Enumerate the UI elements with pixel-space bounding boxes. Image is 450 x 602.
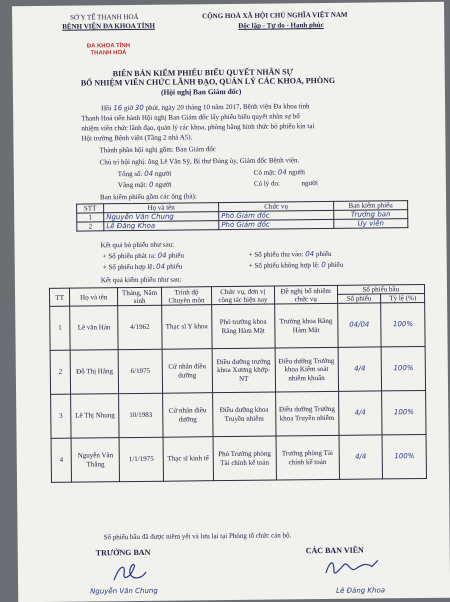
unit-people: người <box>155 180 172 189</box>
composition: Thành phần hội nghị gồm: Ban Giám đốc <box>99 145 217 155</box>
results-dob: 6/1975 <box>118 349 162 393</box>
attendance-present <box>254 168 305 177</box>
valid-value: 04 <box>156 262 166 271</box>
committee-position: Phó Giám đốc <box>219 210 334 220</box>
ballots-invalid <box>249 261 343 270</box>
footer-note: Số phiếu bầu đã được niêm yết và lưu lại tại Phòng tổ chức cán bộ. <box>103 531 292 542</box>
left-signer-name: Nguyễn Văn Chung <box>90 586 158 596</box>
right-signer-name: Lê Đăng Khoa <box>336 586 386 595</box>
ballots-valid <box>103 262 183 271</box>
results-vote-count: 4/4 <box>338 391 382 435</box>
results-vote-rate: 100% <box>382 390 426 434</box>
results-education: Thạc sĩ kinh tế <box>163 437 214 482</box>
committee-name: Nguyễn Văn Chung <box>104 212 219 222</box>
results-dob: 10/1983 <box>119 393 163 437</box>
results-row <box>51 390 426 438</box>
results-header-votes: Số phiếu bầu <box>337 284 424 294</box>
committee-header-name: Họ và tên <box>104 203 219 213</box>
results-name: Nguyễn Văn Thắng <box>71 438 119 482</box>
results-dob: 4/1962 <box>118 305 162 349</box>
results-stt: 4 <box>51 438 72 482</box>
ministry-name: SỞ Y TẾ THANH HOÁ <box>70 12 139 22</box>
invalid-label: + Số phiếu không hợp lệ: <box>248 261 320 270</box>
results-proposed-position: Điều dưỡng Trưởng khoa Truyền nhiễm <box>275 391 338 436</box>
results-header-count: Số phiếu <box>337 294 381 303</box>
hospital-name: BỆNH VIỆN ĐA KHOA TỈNH <box>62 21 155 31</box>
unit-people: người <box>288 168 306 177</box>
results-education: Cử nhân điều dưỡng <box>162 349 213 394</box>
results-vote-count: 4/4 <box>338 347 382 391</box>
results-vote-count: 04/04 <box>337 303 381 347</box>
intro-line-2: Thanh Hoá tiến hành Hội nghị Ban Giám đốc lấy phiếu biểu quyết nhân sự bổ <box>81 112 300 123</box>
reason-label: Có lý do: <box>253 179 280 188</box>
results-vote-rate: 100% <box>381 302 425 346</box>
results-vote-rate: 100% <box>382 434 426 478</box>
results-current-position: Điều dưỡng trưởng khoa Xương khớp-NT <box>212 348 275 393</box>
unit-ballots: phiếu <box>166 262 183 271</box>
results-name: Lê Thị Nhung <box>71 394 119 438</box>
head-of-committee-title: TRƯỞNG BAN <box>95 547 151 558</box>
stamp-text: ĐA KHOA TỈNH THANH HOÁ <box>86 43 131 57</box>
right-signature <box>322 554 382 581</box>
results-body <box>50 302 427 482</box>
collected-value: 04 <box>305 250 315 259</box>
results-education: Cử nhân điều dưỡng <box>162 393 213 438</box>
results-header-proposed: Đề nghị bổ nhiệm chức vụ <box>274 285 337 304</box>
results-header-current: Chức vụ, đơn vị công tác hiện nay <box>211 286 274 305</box>
collected-label: + Số phiếu thu vào: <box>248 250 304 259</box>
results-header-dob: Tháng, Năm sinh <box>118 287 162 305</box>
results-header-stt: TT <box>49 288 69 306</box>
unit-people: người <box>154 169 172 178</box>
results-stt: 1 <box>50 306 71 350</box>
results-dob: 1/1/1975 <box>119 437 163 481</box>
results-header-rate: Tỷ lệ (%) <box>381 293 425 302</box>
committee-role: Ủy viên <box>334 219 408 229</box>
intro-text-1: Hồi <box>101 104 112 113</box>
present-label: Có mặt: <box>253 168 277 177</box>
results-name: Đỗ Thị Hằng <box>70 350 118 394</box>
intro-line-1 <box>101 102 309 112</box>
intro-line-3: nhiệm viên chức lãnh đạo, quản lý các khoa, phòng bằng hình thức bỏ phiếu kín tại <box>81 122 315 133</box>
committee-intro: Ban kiểm phiếu gồm các ông (bà): <box>99 192 197 202</box>
results-current-position: Phó Trưởng phòng Tài chính kế toán <box>213 436 276 481</box>
unit-ballots: phiếu <box>327 260 344 269</box>
unit-ballots: phiếu <box>168 251 184 260</box>
results-current-position: Điều dưỡng khoa Truyền nhiễm <box>212 392 275 437</box>
attendance-total <box>118 170 172 179</box>
committee-members-title: CÁC BAN VIÊN <box>305 545 364 556</box>
ballots-title: Kết quả bỏ phiếu như sau: <box>100 240 175 250</box>
unit-ballots: phiếu <box>315 249 332 259</box>
results-education: Thạc sĩ Y khoa <box>161 305 212 350</box>
unit-people: người <box>301 179 318 188</box>
attendance-absent <box>118 181 172 190</box>
issued-value: 04 <box>157 251 167 260</box>
results-header-name: Họ và tên <box>70 288 118 307</box>
results-table <box>49 284 427 483</box>
total-label: Tổng số: <box>117 169 143 179</box>
intro-minute: 30 <box>134 103 144 112</box>
issued-label: + Số phiếu phát ra: <box>102 251 157 261</box>
left-signature <box>110 560 150 586</box>
title-line-1: BIÊN BẢN KIỂM PHIẾU BIỂU QUYẾT NHÂN SỰ <box>112 67 294 79</box>
absent-value: 0 <box>148 180 154 189</box>
results-header-edu: Trình độ Chuyên môn <box>161 287 211 306</box>
total-value: 04 <box>144 169 154 178</box>
committee-header-stt: STT <box>77 204 104 213</box>
valid-label: + Số phiếu hợp lệ: <box>102 262 155 272</box>
intro-text-2: giờ <box>123 103 134 113</box>
results-name: Lê văn Hán <box>70 306 118 350</box>
results-proposed-position: Trưởng khoa Răng Hàm Mặt <box>274 303 337 348</box>
nation-title: CỘNG HOÀ XÃ HỘI CHỦ NGHĨA VIỆT NAM <box>202 10 348 21</box>
intro-hour: 16 <box>113 104 123 113</box>
results-vote-count: 4/4 <box>339 435 383 479</box>
results-stt: 3 <box>51 394 72 438</box>
motto: Độc lập - Tự do - Hạnh phúc <box>238 20 324 30</box>
committee-header-position: Chức vụ <box>219 201 334 211</box>
ballots-issued <box>103 251 184 260</box>
intro-text-3: phút, ngày 20 tháng 10 năm 2017, Bệnh viện Đa khoa tỉnh <box>145 102 310 112</box>
results-title: Kết quả kiểm phiếu như sau: <box>100 275 182 285</box>
attendance-reason <box>254 179 318 188</box>
intro-line-4: Hội trường Bệnh viện (Tầng 2 nhà A5). <box>81 133 193 143</box>
committee-table <box>76 200 408 231</box>
results-current-position: Phó trưởng khoa Răng Hàm Mặt <box>212 304 275 349</box>
results-vote-rate: 100% <box>381 346 425 390</box>
ballots-collected <box>249 250 332 259</box>
results-row <box>50 302 425 350</box>
results-row <box>51 434 426 482</box>
present-value: 04 <box>277 168 287 177</box>
results-proposed-position: Trưởng phòng Tài chính kế toán <box>276 435 339 480</box>
committee-position: Phó Giám đốc <box>219 219 334 229</box>
title-line-2: BỔ NHIỆM VIÊN CHỨC LÃNH ĐẠO, QUẢN LÝ CÁC KHOA, PHÒNG <box>80 75 336 88</box>
invalid-value: 0 <box>321 260 326 270</box>
committee-stt: 1 <box>77 213 104 222</box>
absent-label: Vắng mặt: <box>117 180 148 190</box>
committee-header-role: Ban kiểm phiếu <box>334 201 408 211</box>
committee-role: Trưởng ban <box>334 210 408 220</box>
document-sheet <box>12 2 450 602</box>
title-line-3: (Hội nghị Ban Giám đốc) <box>160 86 242 97</box>
chair: Chủ trì hội nghị: ông Lê Văn Sỹ, Bí thư Đảng ủy, Giám đốc Bệnh viện. <box>99 156 300 167</box>
results-proposed-position: Điều dưỡng Trưởng khoa Kiểm soát nhiễm khuẩn <box>275 347 338 392</box>
results-row <box>50 346 425 394</box>
committee-name: Lê Đăng Khoa <box>104 221 219 231</box>
committee-stt: 2 <box>77 222 104 231</box>
results-stt: 2 <box>50 350 71 394</box>
